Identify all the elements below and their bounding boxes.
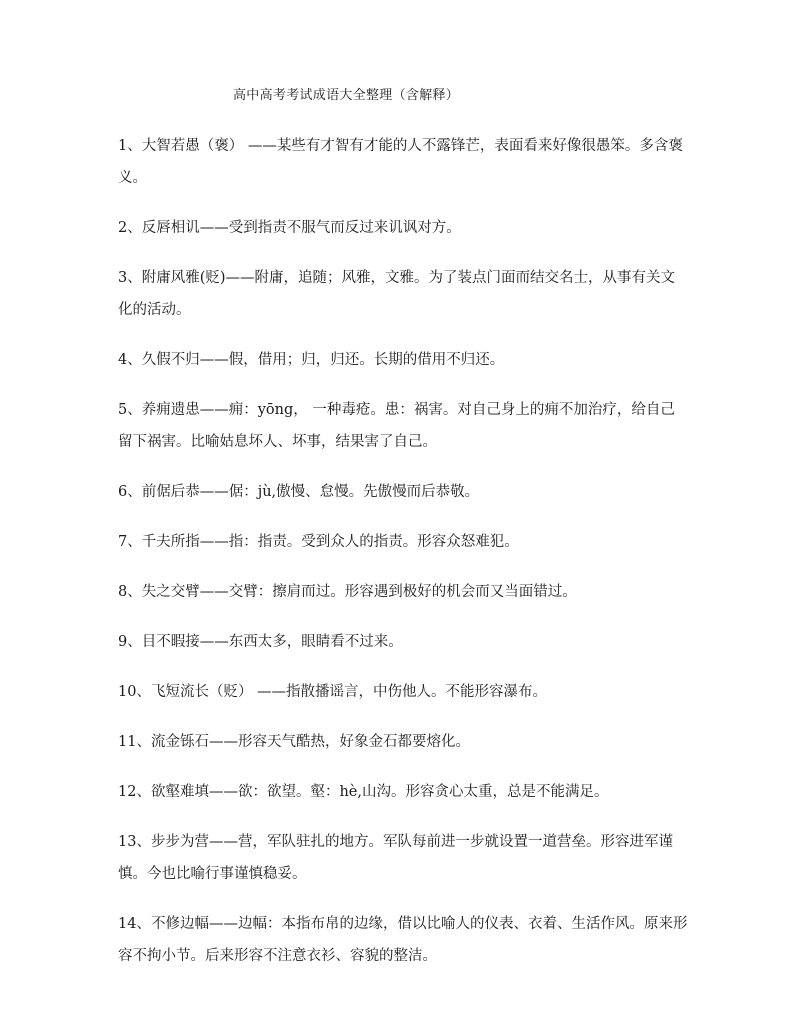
idiom-entry: 3、附庸风雅(贬)——附庸，追随；风雅，文雅。为了装点门面而结交名士，从事有关文化的活动。 bbox=[118, 270, 676, 318]
document-title: 高中高考考试成语大全整理（含解释） bbox=[233, 88, 460, 103]
idiom-list bbox=[118, 130, 688, 990]
idiom-entry: 5、养痈遗患——痈：yōng， 一种毒疮。患：祸害。对自己身上的痈不加治疗，给自己留下祸害。比喻姑息坏人、坏事，结果害了自己。 bbox=[118, 402, 675, 450]
idiom-entry: 6、前倨后恭——倨：jù,傲慢、怠慢。先傲慢而后恭敬。 bbox=[118, 484, 480, 500]
idiom-entry: 11、流金铄石——形容天气酷热，好象金石都要熔化。 bbox=[118, 734, 470, 750]
idiom-entry: 1、大智若愚（褒） ——某些有才智有才能的人不露锋芒，表面看来好像很愚笨。多含褒义。 bbox=[118, 138, 683, 186]
idiom-entry: 10、飞短流长（贬） ——指散播谣言，中伤他人。不能形容瀑布。 bbox=[118, 684, 548, 700]
idiom-entry: 2、反唇相讥——受到指责不服气而反过来讥讽对方。 bbox=[118, 220, 461, 236]
idiom-entry: 9、目不暇接——东西太多，眼睛看不过来。 bbox=[118, 634, 403, 650]
idiom-entry: 7、千夫所指——指：指责。受到众人的指责。形容众怒难犯。 bbox=[118, 534, 519, 550]
idiom-entry: 13、步步为营——营，军队驻扎的地方。军队每前进一步就设置一道营垒。形容进军谨慎。今也比喻行事谨慎稳妥。 bbox=[118, 834, 673, 882]
idiom-entry: 14、不修边幅——边幅：本指布帛的边缘，借以比喻人的仪表、衣着、生活作风。原来形容不拘小节。后来形容不注意衣衫、容貌的整洁。 bbox=[118, 916, 688, 964]
idiom-entry: 4、久假不归——假，借用；归，归还。长期的借用不归还。 bbox=[118, 352, 505, 368]
idiom-entry: 12、欲壑难填——欲：欲望。壑：hè,山沟。形容贪心太重，总是不能满足。 bbox=[118, 784, 609, 800]
idiom-entry: 8、失之交臂——交臂：擦肩而过。形容遇到极好的机会而又当面错过。 bbox=[118, 584, 577, 600]
